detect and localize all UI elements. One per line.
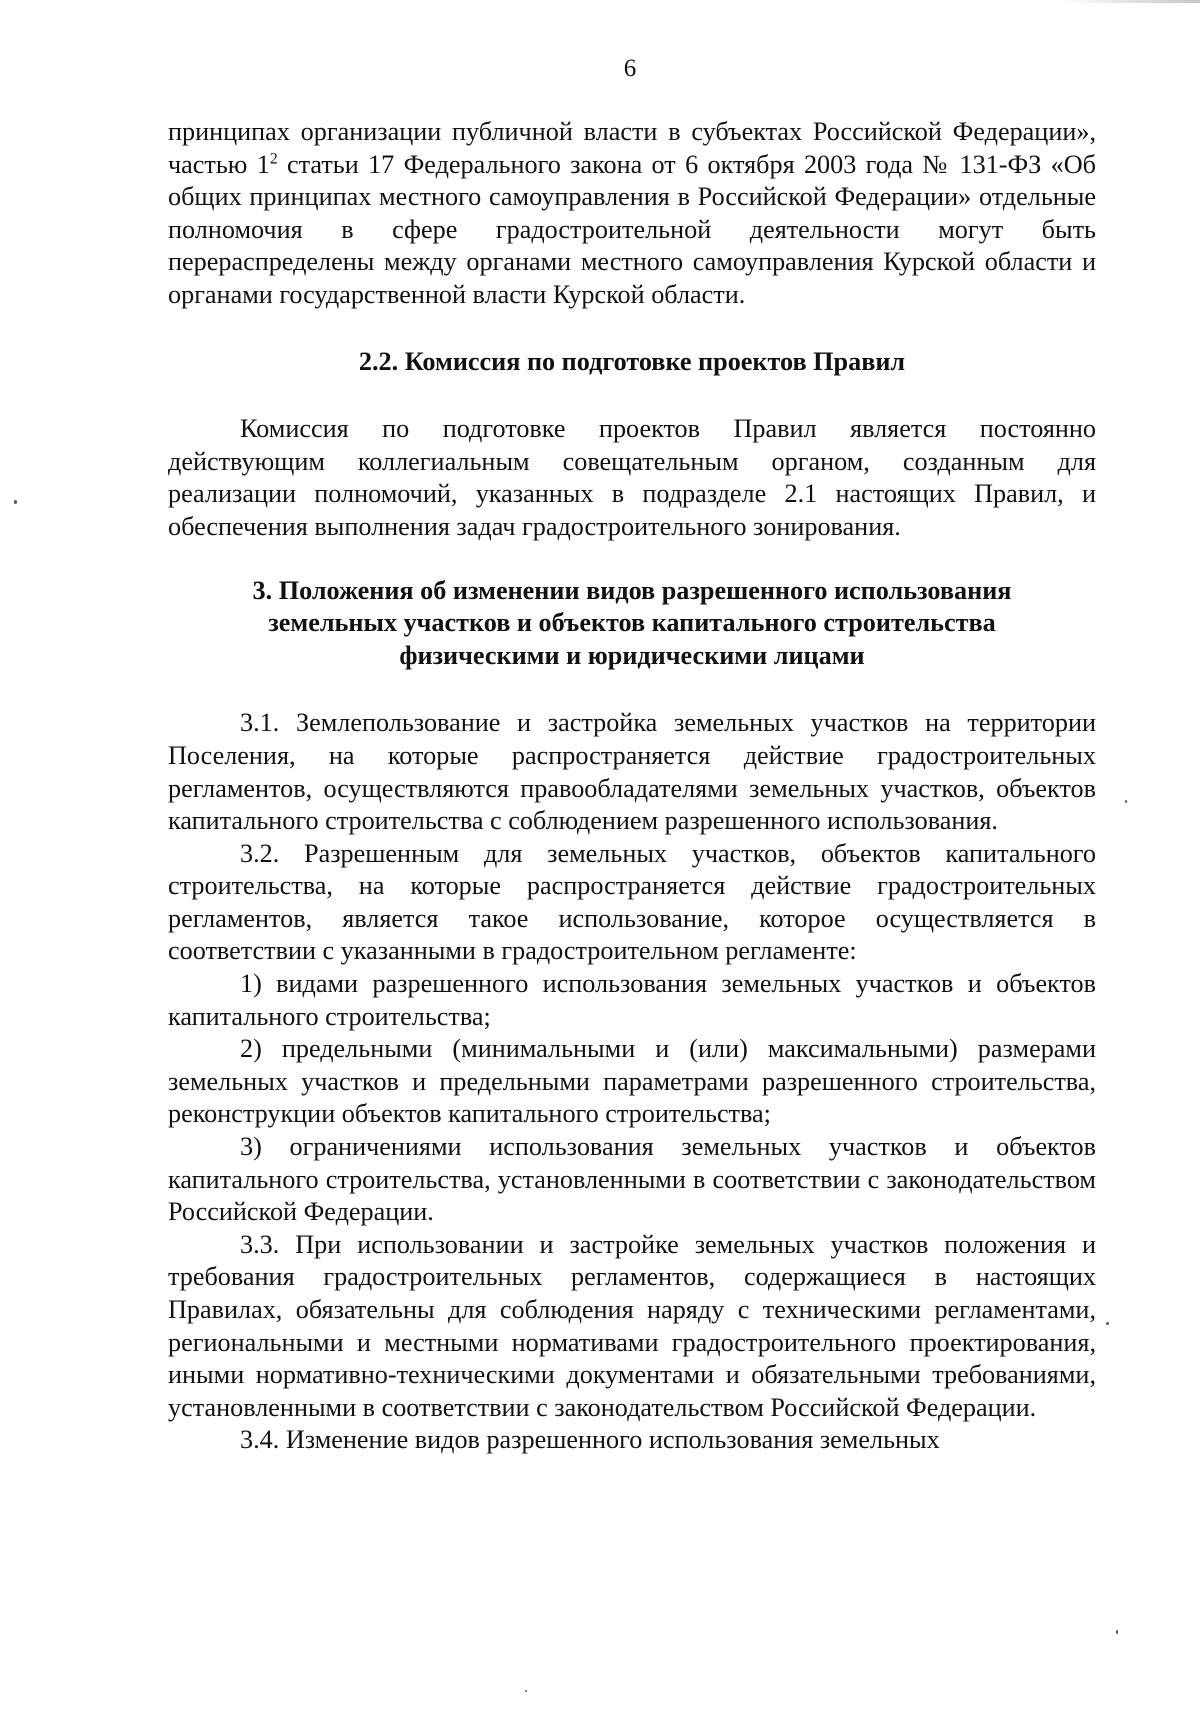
list-item-3: 3) ограничениями использования земельных участков и объектов капитального строительства, установленными в соответствии с законодательством Российской Федерации. [168, 1132, 1096, 1227]
intro-paragraph [168, 116, 1096, 312]
scan-speck [1106, 1322, 1109, 1325]
intro-text-part-2: статьи 17 Федерального закона от 6 октября 2003 года № 131-ФЗ «Об общих принципах местного самоуправления в Российской Федерации» отдельные полномочия в сфере градостроительной деятельности могут быть перераспределены между органами местного самоуправления Курской области и органами государственной власти Курской области. [168, 149, 1096, 309]
scan-speck [14, 500, 17, 504]
paragraph-3-1: 3.1. Землепользование и застройка земельных участков на территории Поселения, на которые распространяется действие градостроительных регламентов, осуществляются правообладателями земельных участков, объектов капитального строительства с соблюдением разрешенного использования. [168, 708, 1096, 836]
section-3-heading [168, 575, 1096, 673]
list-item-1: 1) видами разрешенного использования земельных участков и объектов капитального строительства; [168, 969, 1096, 1031]
document-body [168, 116, 1096, 1457]
paragraph-3-3: 3.3. При использовании и застройке земельных участков положения и требования градостроительных регламентов, содержащиеся в настоящих Правилах, обязательны для соблюдения наряду с техническими регламентами, региональными и местными нормативами градостроительного проектирования, иными нормативно-техническими документами и обязательными требованиями, установленными в соответствии с законодательством Российской Федерации. [168, 1229, 1096, 1422]
list-item-2: 2) предельными (минимальными и (или) максимальными) размерами земельных участков и предельными параметрами разрешенного строительства, реконструкции объектов капитального строительства; [168, 1034, 1096, 1129]
scan-speck [525, 1690, 527, 1692]
intro-superscript: 2 [269, 149, 278, 167]
section-3-heading-line-1: 3. Положения об изменении видов разрешенного использования [252, 575, 1012, 605]
paragraph-3-4-start: 3.4. Изменение видов разрешенного использования земельных [240, 1425, 940, 1455]
scan-speck [1116, 1630, 1118, 1634]
intro-text-part-1: принципах организации публичной власти в субъектах Российской Федерации», частью 1 [168, 117, 1096, 179]
scan-edge-artifact [1060, 0, 1200, 3]
page-number: 6 [623, 55, 637, 82]
section-3-heading-line-2: земельных участков и объектов капитального строительства [268, 608, 996, 638]
section-2-2-paragraph: Комиссия по подготовке проектов Правил является постоянно действующим коллегиальным совещательным органом, созданным для реализации полномочий, указанных в подразделе 2.1 настоящих Правил, и обеспечения выполнения задач градостроительного зонирования. [168, 414, 1096, 541]
scan-speck [1125, 800, 1127, 803]
section-3-heading-line-3: физическими и юридическими лицами [399, 640, 865, 670]
paragraph-3-2: 3.2. Разрешенным для земельных участков, объектов капитального строительства, на которые распространяется действие градостроительных регламентов, является такое использование, которое осуществляется в соответствии с указанными в градостроительном регламенте: [168, 838, 1096, 966]
section-2-2-heading: 2.2. Комиссия по подготовке проектов Правил [358, 346, 906, 376]
